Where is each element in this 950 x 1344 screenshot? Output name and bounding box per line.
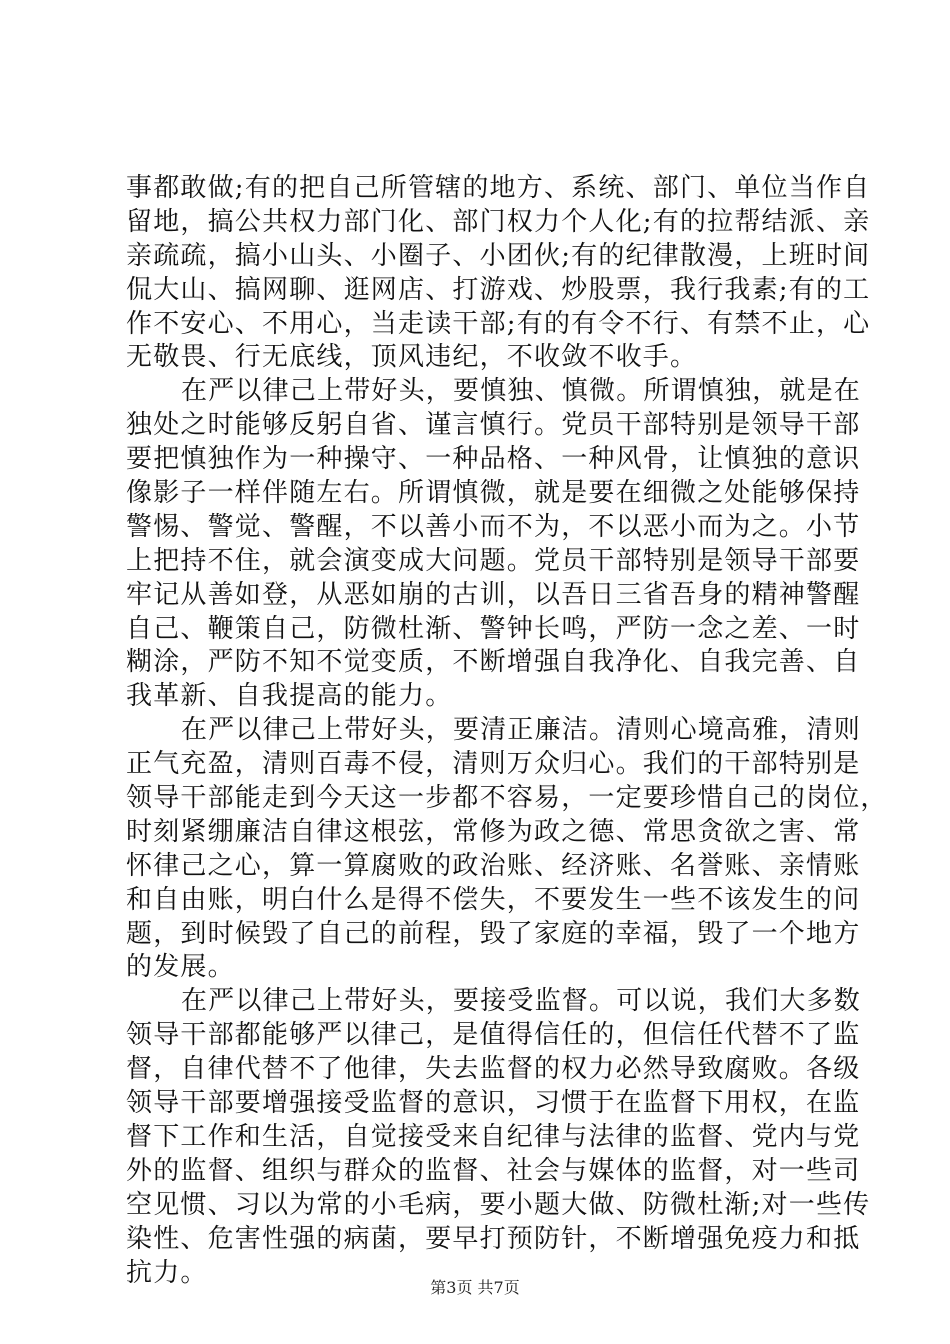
text-line: 自己、鞭策自己，防微杜渐、警钟长鸣，严防一念之差、一时 bbox=[126, 613, 861, 644]
text-line: 无敬畏、行无底线，顶风违纪，不收敛不收手。 bbox=[126, 342, 698, 373]
page-footer bbox=[0, 1278, 950, 1298]
text-line: 领导干部要增强接受监督的意识，习惯于在监督下用权，在监 bbox=[126, 1088, 861, 1119]
text-line: 督，自律代替不了他律，失去监督的权力必然导致腐败。各级 bbox=[126, 1054, 861, 1085]
text-line: 像影子一样伴随左右。所谓慎微，就是要在细微之处能够保持 bbox=[126, 478, 861, 509]
text-line: 糊涂，严防不知不觉变质，不断增强自我净化、自我完善、自 bbox=[126, 647, 861, 678]
text-line: 正气充盈，清则百毒不侵，清则万众归心。我们的干部特别是 bbox=[126, 749, 861, 780]
text-line: 染性、危害性强的病菌，要早打预防针，不断增强免疫力和抵 bbox=[126, 1223, 861, 1254]
text-line: 牢记从善如登，从恶如崩的古训，以吾日三省吾身的精神警醒 bbox=[126, 579, 861, 610]
text-line: 上把持不住，就会演变成大问题。党员干部特别是领导干部要 bbox=[126, 545, 861, 576]
text-line: 亲疏疏，搞小山头、小圈子、小团伙;有的纪律散漫，上班时间 bbox=[126, 240, 871, 271]
document-body bbox=[126, 172, 888, 1290]
text-line: 作不安心、不用心，当走读干部;有的有令不行、有禁不止，心 bbox=[126, 308, 871, 339]
text-line: 要把慎独作为一种操守、一种品格、一种风骨，让慎独的意识 bbox=[126, 444, 861, 475]
text-line: 怀律己之心，算一算腐败的政治账、经济账、名誉账、亲情账 bbox=[126, 850, 861, 881]
text-line: 督下工作和生活，自觉接受来自纪律与法律的监督、党内与党 bbox=[126, 1121, 861, 1152]
paragraph-first-line: 在严以律己上带好头，要慎独、慎微。所谓慎独，就是在 bbox=[181, 376, 862, 407]
text-line: 我革新、自我提高的能力。 bbox=[126, 681, 453, 712]
text-line: 事都敢做;有的把自己所管辖的地方、系统、部门、单位当作自 bbox=[126, 173, 871, 203]
text-line: 独处之时能够反躬自省、谨言慎行。党员干部特别是领导干部 bbox=[126, 410, 861, 441]
text-line: 和自由账，明白什么是得不偿失，不要发生一些不该发生的问 bbox=[126, 884, 861, 915]
text-line: 的发展。 bbox=[126, 952, 235, 983]
text-line: 留地，搞公共权力部门化、部门权力个人化;有的拉帮结派、亲 bbox=[126, 206, 871, 237]
text-line: 空见惯、习以为常的小毛病，要小题大做、防微杜渐;对一些传 bbox=[126, 1189, 871, 1220]
paragraph-first-line: 在严以律己上带好头，要清正廉洁。清则心境高雅，清则 bbox=[181, 715, 862, 746]
text-line: 时刻紧绷廉洁自律这根弦，常修为政之德、常思贪欲之害、常 bbox=[126, 816, 861, 847]
text-line: 外的监督、组织与群众的监督、社会与媒体的监督，对一些司 bbox=[126, 1155, 861, 1186]
text-line: 警惕、警觉、警醒，不以善小而不为，不以恶小而为之。小节 bbox=[126, 511, 861, 542]
text-line: 抗力。 bbox=[126, 1257, 208, 1288]
text-line: 侃大山、搞网聊、逛网店、打游戏、炒股票，我行我素;有的工 bbox=[126, 274, 871, 305]
page-number: 第3页 共7页 bbox=[430, 1278, 520, 1297]
paragraph-first-line: 在严以律己上带好头，要接受监督。可以说，我们大多数 bbox=[181, 986, 862, 1017]
text-line: 领导干部都能够严以律己，是值得信任的，但信任代替不了监 bbox=[126, 1020, 861, 1051]
text-line: 题，到时候毁了自己的前程，毁了家庭的幸福，毁了一个地方 bbox=[126, 918, 861, 949]
text-line: 领导干部能走到今天这一步都不容易，一定要珍惜自己的岗位， bbox=[126, 783, 888, 814]
